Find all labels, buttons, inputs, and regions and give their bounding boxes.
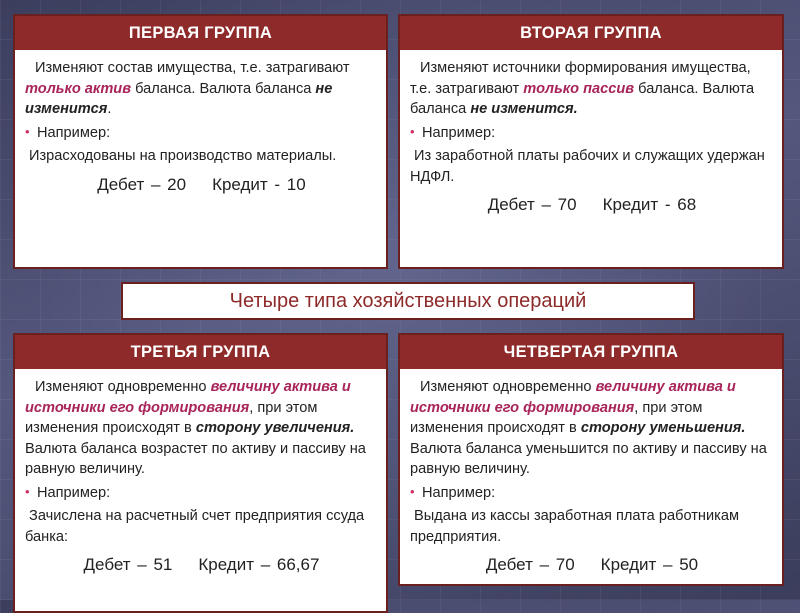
group-4-example-text: Выдана из кассы заработная плата работникам предприятия. — [410, 508, 739, 545]
group-4-debit: Дебет – 70 — [485, 555, 575, 574]
group-1-debit: Дебет – 20 — [97, 174, 187, 194]
group-4-header: ЧЕТВЕРТАЯ ГРУППА — [400, 335, 782, 371]
group-4-panel — [398, 333, 784, 586]
group-1-desc-emph: не изменится — [25, 80, 333, 117]
group-1-example-label: • Например: — [25, 123, 111, 141]
group-3-header: ТРЕТЬЯ ГРУППА — [15, 335, 386, 371]
group-3-example-label: • Например: — [25, 483, 111, 501]
bullet-icon: • — [25, 123, 30, 139]
group-4-description — [410, 377, 774, 480]
group-3-debit: Дебет – 51 — [83, 555, 173, 574]
group-3-desc-suffix: Валюта баланса возрастет по активу и пассиву на равную величину. — [25, 440, 366, 477]
group-2-amounts — [410, 195, 774, 216]
group-4-credit: Кредит – 50 — [600, 555, 699, 574]
group-2-desc-emph: не изменится. — [470, 101, 578, 117]
group-1-header: ПЕРВАЯ ГРУППА — [15, 16, 386, 52]
bullet-icon: • — [25, 483, 30, 499]
group-2-credit: Кредит - 68 — [602, 195, 697, 214]
group-3-amounts — [25, 555, 378, 576]
group-1-desc-mid: баланса. Валюта баланса — [131, 80, 316, 97]
group-4-desc-accent: величину актива и источники его формирования — [410, 379, 736, 416]
bullet-icon: • — [410, 483, 415, 499]
group-1-desc-suffix: . — [107, 101, 112, 117]
group-1-desc-accent: только актив — [25, 80, 132, 97]
group-1-example-text: Израсходованы на производство материалы. — [29, 148, 337, 164]
group-1-amounts — [25, 175, 378, 196]
group-3-description — [25, 377, 378, 480]
group-2-body — [400, 52, 782, 220]
group-3-body — [15, 371, 386, 580]
group-4-desc-text: Изменяют одновременно — [420, 379, 596, 395]
group-3-example-text: Зачислена на расчетный счет предприятия ссуда банка: — [25, 508, 365, 545]
group-4-example-label: • Например: — [410, 483, 496, 501]
group-4-desc-mid: , при этом изменения происходят в — [410, 399, 703, 436]
page-title: Четыре типа хозяйственных операций — [121, 282, 695, 320]
group-2-desc-mid: баланса. Валюта баланса — [410, 80, 755, 117]
group-2-header: ВТОРАЯ ГРУППА — [400, 16, 782, 52]
group-3-panel — [13, 333, 388, 613]
group-3-desc-text: Изменяют одновременно — [35, 379, 211, 395]
group-4-body — [400, 371, 782, 580]
group-2-desc-text: Изменяют источники формирования имущества, т.е. затрагивают — [410, 60, 751, 97]
group-4-amounts — [410, 555, 774, 576]
group-2-desc-accent: только пассив — [523, 80, 635, 97]
group-1-desc-text: Изменяют состав имущества, т.е. затрагивают — [35, 60, 350, 76]
group-4-desc-emph: сторону уменьшения. — [580, 420, 746, 436]
group-4-desc-suffix: Валюта баланса уменьшится по активу и пассиву на равную величину. — [410, 440, 767, 477]
group-3-desc-mid: , при этом изменения происходят в — [25, 399, 318, 436]
group-2-panel — [398, 14, 784, 269]
group-1-credit: Кредит - 10 — [212, 174, 306, 194]
group-3-desc-emph: сторону увеличения. — [195, 420, 355, 436]
group-3-desc-accent: величину актива и источники его формирования — [25, 379, 351, 416]
group-2-example-label: • Например: — [410, 123, 496, 141]
group-2-debit: Дебет – 70 — [487, 195, 577, 214]
group-2-description — [410, 58, 774, 120]
group-2-example-text: Из заработной платы рабочих и служащих удержан НДФЛ. — [410, 148, 765, 185]
bullet-icon: • — [410, 123, 415, 139]
group-1-description — [25, 58, 378, 120]
group-1-body — [15, 52, 386, 199]
group-1-panel — [13, 14, 388, 269]
group-3-credit: Кредит – 66,67 — [198, 555, 320, 574]
